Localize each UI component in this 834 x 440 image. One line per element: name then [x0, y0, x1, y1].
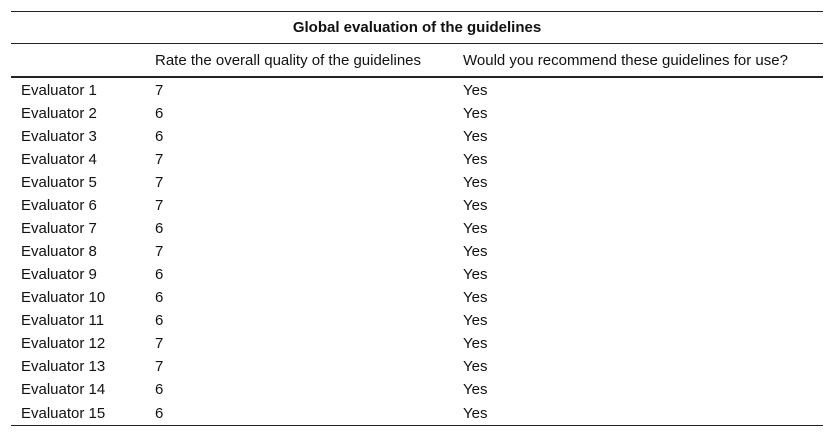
evaluator-cell: Evaluator 10: [21, 289, 106, 306]
recommend-cell: Yes: [463, 289, 488, 306]
rating-cell: 6: [155, 220, 164, 237]
evaluator-cell: Evaluator 1: [21, 82, 97, 99]
rating-cell: 7: [155, 82, 164, 99]
table-row: [11, 125, 823, 148]
table-row: [11, 217, 823, 240]
recommend-cell: Yes: [463, 266, 488, 283]
recommend-cell: Yes: [463, 105, 488, 122]
rating-cell: 6: [145, 401, 453, 426]
table-body: [11, 77, 823, 426]
rating-cell: 7: [155, 174, 164, 191]
recommend-cell: Yes: [463, 312, 488, 329]
evaluator-cell: Evaluator 12: [21, 335, 106, 352]
table-header-row: [11, 44, 823, 78]
evaluator-cell: Evaluator 13: [21, 358, 106, 375]
rating-cell: 7: [155, 243, 164, 260]
column-header-recommendation: Would you recommend these guidelines for use?: [453, 44, 823, 78]
evaluator-cell: Evaluator 8: [21, 243, 97, 260]
recommend-cell: Yes: [463, 220, 488, 237]
rating-cell: 6: [155, 105, 164, 122]
table-title: Global evaluation of the guidelines: [11, 12, 823, 44]
table-row: [11, 355, 823, 378]
table-row: [11, 102, 823, 125]
rating-cell: 6: [155, 289, 164, 306]
recommend-cell: Yes: [463, 335, 488, 352]
evaluation-table-container: [11, 11, 823, 426]
table-row: [11, 401, 823, 426]
evaluator-cell: Evaluator 3: [21, 128, 97, 145]
table-title-row: [11, 12, 823, 44]
rating-cell: 7: [155, 151, 164, 168]
evaluator-cell: Evaluator 6: [21, 197, 97, 214]
column-header-quality-rating: Rate the overall quality of the guidelines: [145, 44, 453, 78]
recommend-cell: Yes: [463, 174, 488, 191]
table-row: [11, 286, 823, 309]
rating-cell: 7: [155, 358, 164, 375]
recommend-cell: Yes: [463, 358, 488, 375]
evaluator-cell: Evaluator 7: [21, 220, 97, 237]
table-row: [11, 148, 823, 171]
recommend-cell: Yes: [463, 128, 488, 145]
evaluator-cell: Evaluator 11: [21, 312, 105, 329]
evaluator-cell: Evaluator 2: [21, 105, 97, 122]
table-row: [11, 171, 823, 194]
table-row: [11, 194, 823, 217]
evaluator-cell: Evaluator 9: [21, 266, 97, 283]
recommend-cell: Yes: [463, 197, 488, 214]
evaluator-cell: Evaluator 5: [21, 174, 97, 191]
rating-cell: 6: [155, 128, 164, 145]
evaluator-cell: Evaluator 15: [11, 401, 145, 426]
recommend-cell: Yes: [463, 151, 488, 168]
rating-cell: 6: [155, 381, 164, 398]
table-row: [11, 378, 823, 401]
recommend-cell: Yes: [463, 243, 488, 260]
rating-cell: 6: [155, 266, 164, 283]
evaluator-cell: Evaluator 14: [21, 381, 106, 398]
recommend-cell: Yes: [463, 82, 488, 99]
table-row: [11, 332, 823, 355]
table-row: [11, 77, 823, 102]
rating-cell: 7: [155, 335, 164, 352]
recommend-cell: Yes: [453, 401, 823, 426]
evaluation-table: [11, 11, 823, 426]
evaluator-cell: Evaluator 4: [21, 151, 97, 168]
rating-cell: 6: [155, 312, 164, 329]
recommend-cell: Yes: [463, 381, 488, 398]
rating-cell: 7: [155, 197, 164, 214]
table-row: [11, 240, 823, 263]
table-row: [11, 263, 823, 286]
table-row: [11, 309, 823, 332]
column-header-evaluator: [11, 44, 145, 78]
